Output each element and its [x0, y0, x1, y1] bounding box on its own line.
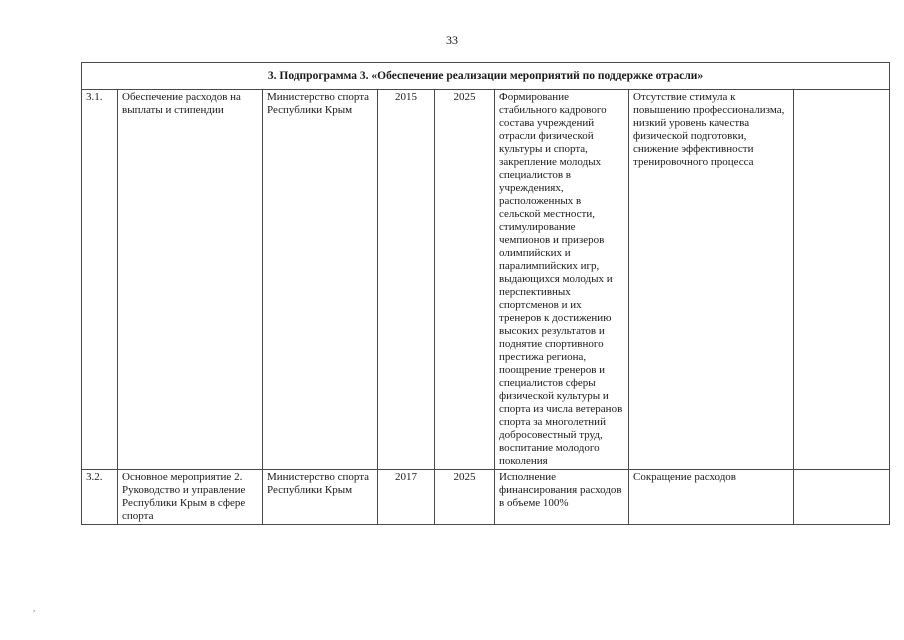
executor: Министерство спорта Республики Крым: [263, 90, 378, 470]
measure-name: Обеспечение расходов на выплаты и стипендии: [118, 90, 263, 470]
expected-result: Формирование стабильного кадрового состава учреждений отрасли физической культуры и спорта, закрепление молодых специалистов в учреждениях, расположенных в сельской местности, стимулирование чемпионов и призеров олимпийских и паралимпийских игр, выдающихся молодых и перспективных спортсменов и их тренеров к достижению высоких результатов и поднятие спортивного престижа региона, поощрение тренеров и специалистов сферы физической культуры и спорта из числа ветеранов спорта за многолетний добросовестный труд, воспитание молодого поколения: [495, 90, 629, 470]
non-implementation-consequence: Сокращение расходов: [629, 470, 794, 525]
section-header-row: [82, 63, 890, 90]
page-number: 33: [446, 33, 458, 47]
row-number: 3.1.: [82, 90, 118, 470]
section-title: 3. Подпрограмма 3. «Обеспечение реализации мероприятий по поддержке отрасли»: [82, 63, 890, 90]
related-indicators: [794, 470, 890, 525]
measure-name: Основное мероприятие 2. Руководство и управление Республики Крым в сфере спорта: [118, 470, 263, 525]
table-row: [82, 470, 890, 525]
program-table: [81, 62, 890, 525]
table-row: [82, 90, 890, 470]
start-year: 2017: [378, 470, 435, 525]
related-indicators: [794, 90, 890, 470]
row-number: 3.2.: [82, 470, 118, 525]
expected-result: Исполнение финансирования расходов в объеме 100%: [495, 470, 629, 525]
executor: Министерство спорта Республики Крым: [263, 470, 378, 525]
start-year: 2015: [378, 90, 435, 470]
scan-speck: ,: [33, 603, 36, 613]
end-year: 2025: [435, 470, 495, 525]
end-year: 2025: [435, 90, 495, 470]
non-implementation-consequence: Отсутствие стимула к повышению профессионализма, низкий уровень качества физической подготовки, снижение эффективности тренировочного процесса: [629, 90, 794, 470]
